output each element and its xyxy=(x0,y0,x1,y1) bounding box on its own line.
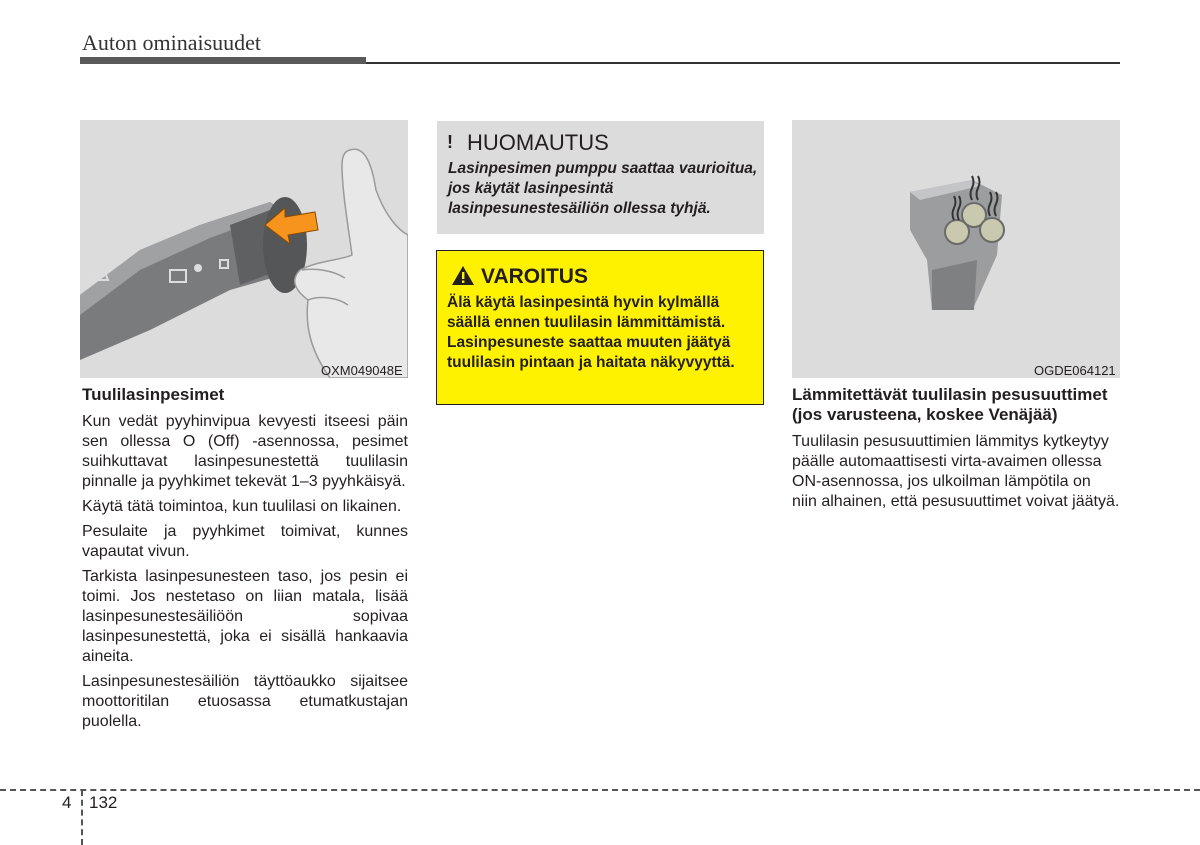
footer-rule xyxy=(0,789,1200,791)
warning-title: VAROITUS xyxy=(481,265,588,288)
left-figure-caption: OXM049048E xyxy=(321,363,403,378)
paragraph: Käytä tätä toimintoa, kun tuulilasi on likainen. xyxy=(82,498,402,515)
warning-box xyxy=(436,250,764,405)
page-number: 132 xyxy=(89,793,118,812)
heated-nozzle-illustration xyxy=(792,120,1120,378)
left-column xyxy=(82,385,408,737)
notice-box xyxy=(437,121,764,234)
page-header-title: Auton ominaisuudet xyxy=(82,30,262,55)
notice-title: HUOMAUTUS xyxy=(467,130,609,155)
warning-triangle-icon xyxy=(451,265,475,286)
paragraph: Pesulaite ja pyyhkimet toimivat, kunnes vapautat vivun. xyxy=(82,523,408,560)
section-title-heated-nozzles: Lämmitettävät tuulilasin pesusuuttimet (jos varusteena, koskee Venäjää) xyxy=(792,385,1108,424)
paragraph: Lasinpesunestesäiliön täyttöaukko sijaitsee moottoritilan etuosassa etumatkustajan puolella. xyxy=(82,673,408,730)
warning-body: Älä käytä lasinpesintä hyvin kylmällä säällä ennen tuulilasin lämmittämistä. Lasinpesuneste saattaa muuten jäätyä tuulilasin pintaan ja haitata näkyvyyttä. xyxy=(447,294,735,371)
header-rule xyxy=(366,62,1120,64)
right-column xyxy=(792,385,1120,517)
wiper-lever-figure xyxy=(80,120,408,378)
exclamation-icon: ! xyxy=(447,132,453,152)
chapter-number: 4 xyxy=(62,793,72,812)
section-title-washers: Tuulilasinpesimet xyxy=(82,385,225,404)
heated-nozzle-figure xyxy=(792,120,1120,378)
notice-body: Lasinpesimen pumppu saattaa vaurioitua, jos käytät lasinpesintä lasinpesunestesäiliön ollessa tyhjä. xyxy=(448,160,758,217)
header-bar xyxy=(80,57,366,64)
notice-heading xyxy=(447,130,609,156)
wiper-lever-illustration xyxy=(80,120,408,378)
paragraph: Tarkista lasinpesunesteen taso, jos pesin ei toimi. Jos nestetaso on liian matala, lisää lasinpesunestesäiliöön sopivaa lasinpesunestettä, joka ei sisällä hankaavia aineita. xyxy=(82,568,408,665)
footer-divider xyxy=(81,790,83,845)
paragraph: Kun vedät pyyhinvipua kevyesti itseesi päin sen ollessa O (Off) -asennossa, pesimet suihkuttavat lasinpesunestettä tuulilasin pinnalle ja pyyhkimet tekevät 1–3 pyyhkäisyä. xyxy=(82,413,408,490)
right-figure-caption: OGDE064121 xyxy=(1034,363,1116,378)
paragraph: Tuulilasin pesusuuttimien lämmitys kytkeytyy päälle automaattisesti virta-avaimen ollessa ON-asennossa, jos ulkoilman lämpötila on niin alhainen, että pesusuuttimet voivat jäätyä. xyxy=(792,433,1120,510)
